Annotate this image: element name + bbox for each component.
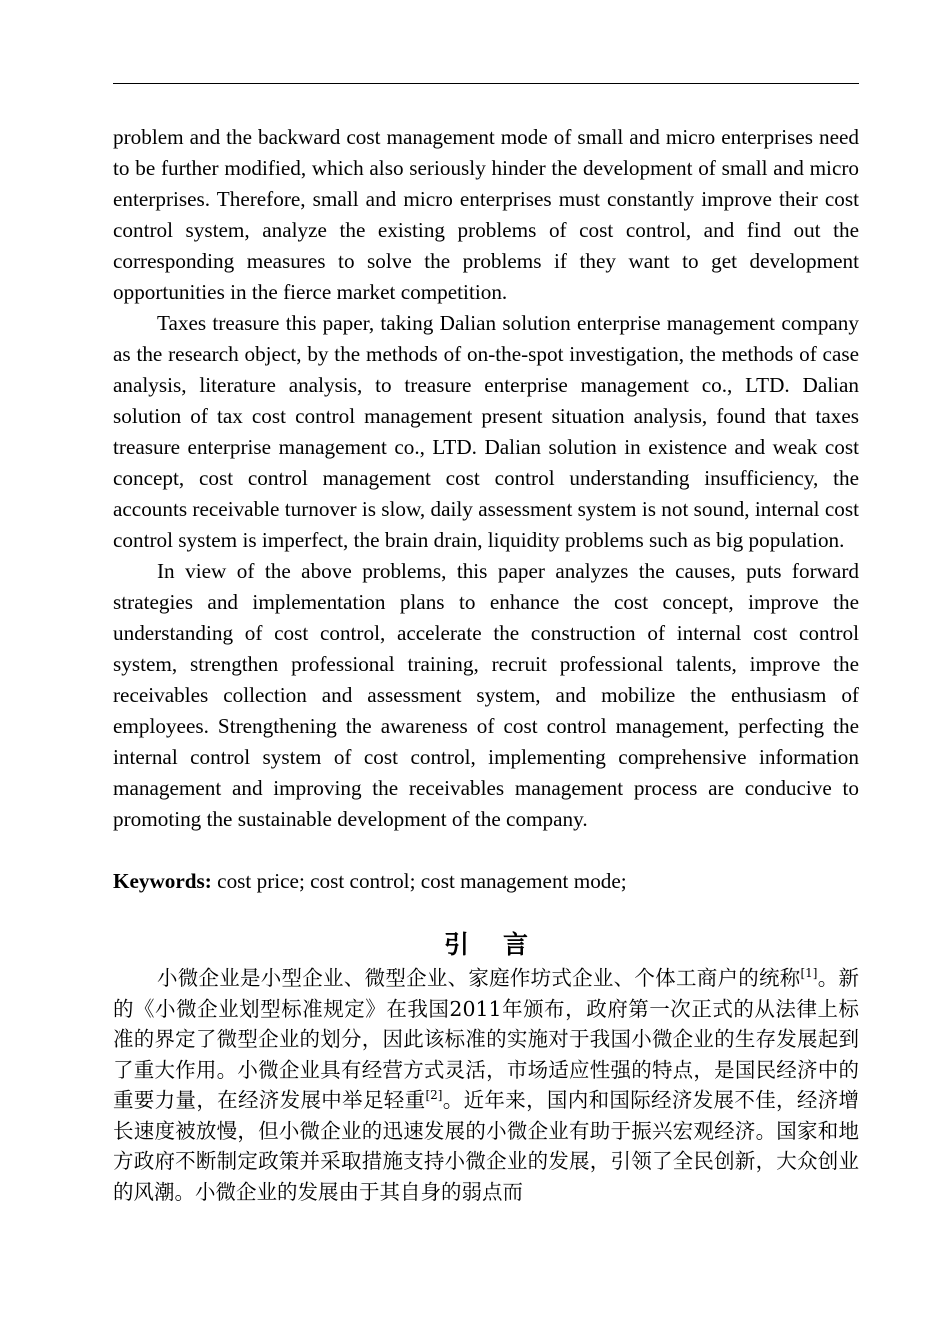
section-title-introduction: 引言	[443, 930, 562, 959]
intro-text-segment-1: 小微企业是小型企业、微型企业、家庭作坊式企业、个体工商户的统称	[157, 966, 801, 990]
abstract-paragraph-2: Taxes treasure this paper, taking Dalian solution enterprise management company as the research object, by the methods of on-the-spot investigation, the methods of case analysis, literature analysis, to treasure enterprise management co., LTD. Dalian solution of tax cost control management present situation analysis, found that taxes treasure enterprise management co., LTD. Dalian solution in existence and weak cost concept, cost control management cost control understanding insufficiency, the accounts receivable turnover is slow, daily assessment system is not sound, internal cost control system is imperfect, the brain drain, liquidity problems such as big population.	[113, 311, 859, 552]
abstract-paragraph-1: problem and the backward cost management mode of small and micro enterprises need to be further modified, which also seriously hinder the development of small and micro enterprises. Therefore, small and micro enterprises must constantly improve their cost control system, analyze the existing problems of cost control, and find out the corresponding measures to solve the problems if they want to get development opportunities in the fierce market competition.	[113, 125, 859, 304]
keywords-text: cost price; cost control; cost management mode;	[211, 869, 627, 893]
citation-2: [2]	[425, 1088, 443, 1102]
abstract-paragraph-3: In view of the above problems, this paper analyzes the causes, puts forward strategies and implementation plans to enhance the cost concept, improve the understanding of cost control, accelerate the construction of internal cost control system, strengthen professional training, recruit professional talents, improve the receivables collection and assessment system, and mobilize the enthusiasm of employees. Strengthening the awareness of cost control management, perfecting the internal control system of cost control, implementing comprehensive information management and improving the receivables management process are conducive to promoting the sustainable development of the company.	[113, 559, 859, 831]
keywords-label: Keywords:	[113, 869, 212, 893]
keywords-line	[113, 866, 859, 897]
citation-1: [1]	[800, 966, 818, 980]
header-rule	[113, 83, 859, 84]
introduction-paragraph	[113, 963, 859, 1207]
page-body	[113, 122, 859, 1207]
intro-text-segment-2: 。新的《小微企业划型标准规定》在我国2011年颁布，政府第一次正式的从法律上标准的界定了微型企业的划分，因此该标准的实施对于我国小微企业的生存发展起到了重大作用。小微企业具有经营方式灵活，市场适应性强的特点，是国民经济中的重要力量，在经济发展中举足轻重	[113, 966, 859, 1112]
intro-text-segment-3: 。近年来，国内和国际经济发展不佳，经济增长速度被放慢，但小微企业的迅速发展的小微企业有助于振兴宏观经济。国家和地方政府不断制定政策并采取措施支持小微企业的发展，引领了全民创新，大众创业的风潮。小微企业的发展由于其自身的弱点而	[113, 1088, 860, 1204]
